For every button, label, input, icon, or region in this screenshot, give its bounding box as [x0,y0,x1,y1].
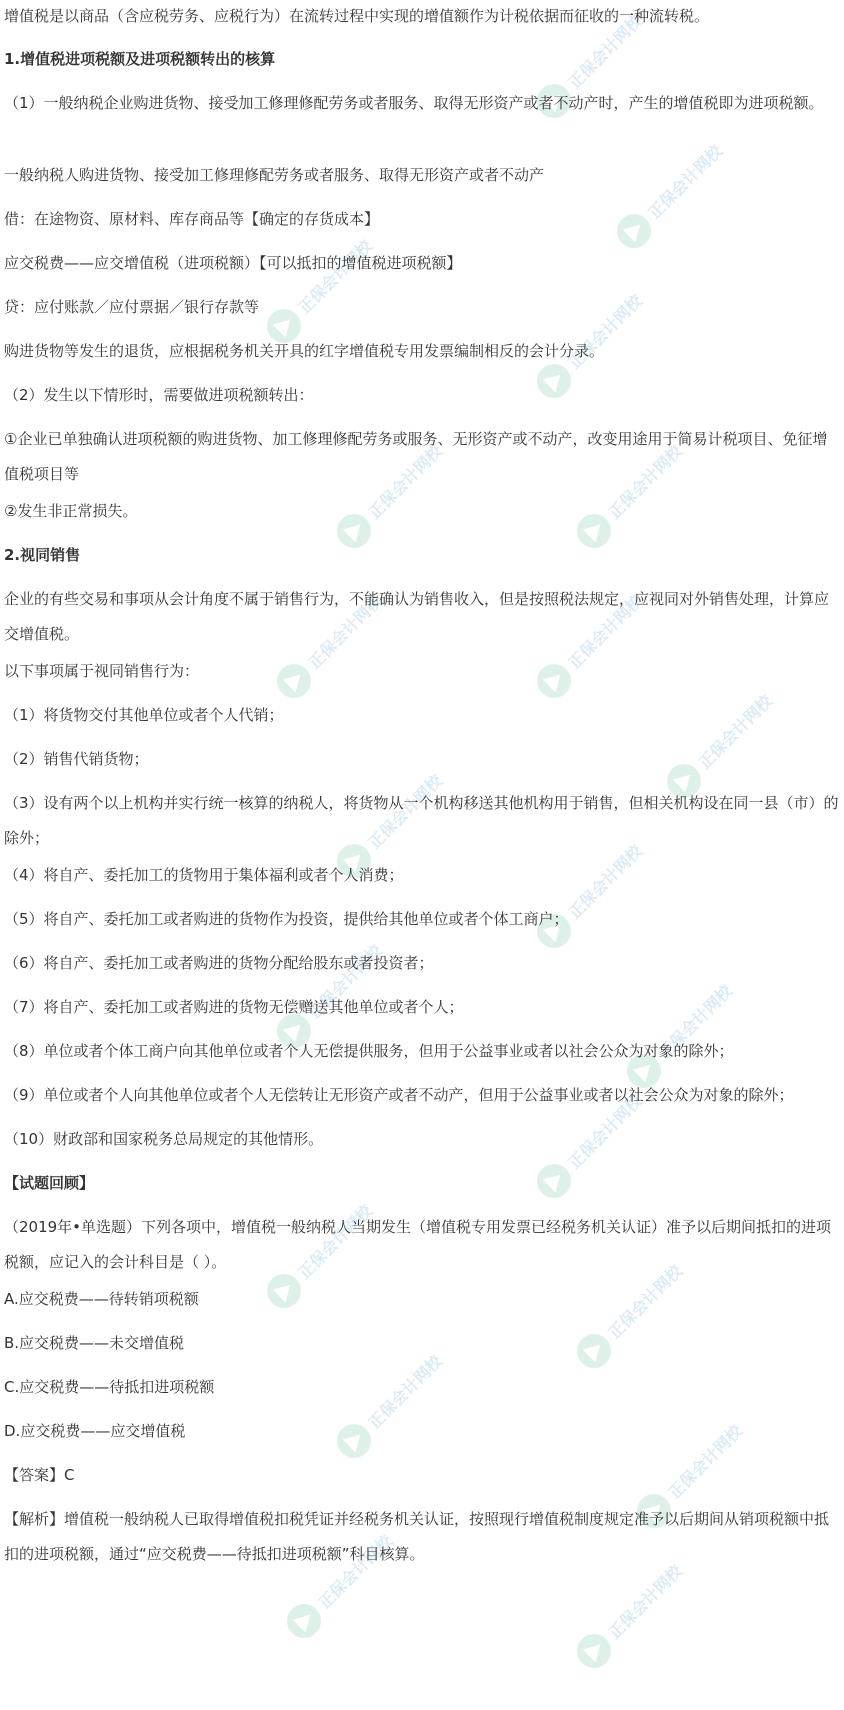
journal-entry-debit-tax: 应交税费——应交增值税（进项税额）【可以抵扣的增值税进项税额】 [4,254,462,272]
paragraph: ①企业已单独确认进项税额的购进货物、加工修理修配劳务或服务、无形资产或不动产，改变用途用于简易计税项目、免征增值税项目等 [4,430,828,483]
answer-option-c: C.应交税费——待抵扣进项税额 [4,1378,215,1396]
exam-review-heading: 【试题回顾】 [4,1174,95,1192]
watermark-text: 正保会计网校 [564,290,646,373]
list-item: （3）设有两个以上机构并实行统一核算的纳税人，将货物从一个机构移送其他机构用于销售，但相关机构设在同一县（市）的除外； [4,794,839,847]
watermark-text: 正保会计网校 [664,1420,746,1503]
watermark-text: 正保会计网校 [294,235,376,318]
paragraph: （1）一般纳税企业购进货物、接受加工修理修配劳务或者服务、取得无形资产或者不动产时，产生的增值税即为进项税额。 [4,94,824,112]
watermark-text: 正保会计网校 [564,590,646,673]
list-item: （10）财政部和国家税务总局规定的其他情形。 [4,1130,324,1148]
watermark-logo-icon [570,1627,618,1675]
paragraph: 企业的有些交易和事项从会计角度不属于销售行为，不能确认为销售收入，但是按照税法规定，应视同对外销售处理，计算应交增值税。 [4,590,830,643]
watermark-text: 正保会计网校 [644,140,726,223]
list-item: （6）将自产、委托加工或者购进的货物分配给股东或者投资者； [4,954,434,972]
answer-option-b: B.应交税费——未交增值税 [4,1334,185,1352]
watermark [258,218,392,352]
paragraph: 一般纳税人购进货物、接受加工修理修配劳务或者服务、取得无形资产或者不动产 [4,166,545,184]
watermark-text: 正保会计网校 [604,440,686,523]
paragraph: 以下事项属于视同销售行为： [4,662,200,680]
answer-option-d: D.应交税费——应交增值税 [4,1422,186,1440]
watermark-text: 正保会计网校 [604,1560,686,1643]
paragraph: ②发生非正常损失。 [4,502,138,520]
watermark-text: 正保会计网校 [564,1090,646,1173]
watermark-text: 正保会计网校 [604,1260,686,1343]
watermark-text: 正保会计网校 [564,840,646,923]
list-item: （1）将货物交付其他单位或者个人代销； [4,706,284,724]
watermark-text: 正保会计网校 [364,770,446,853]
watermark-text: 正保会计网校 [364,1350,446,1433]
list-item: （2）销售代销货物； [4,750,149,768]
answer-label: 【答案】C [4,1466,75,1484]
watermark-text: 正保会计网校 [364,440,446,523]
section-heading-input-tax: 1.增值税进项税额及进项税额转出的核算 [4,50,276,68]
question-stem: （2019年•单选题）下列各项中，增值税一般纳税人当期发生（增值税专用发票已经税务机关认证）准予以后期间抵扣的进项税额，应记入的会计科目是（ ）。 [4,1218,832,1271]
watermark-text: 正保会计网校 [564,10,646,93]
journal-entry-credit: 贷：应付账款／应付票据／银行存款等 [4,298,260,316]
list-item: （8）单位或者个体工商户向其他单位或者个人无偿提供服务，但用于公益事业或者以社会公众为对象的除外； [4,1042,734,1060]
explanation: 【解析】增值税一般纳税人已取得增值税扣税凭证并经税务机关认证，按照现行增值税制度规定准予以后期间从销项税额中抵扣的进项税额，通过“应交税费——待抵扣进项税额”科目核算。 [4,1510,830,1563]
paragraph: （2）发生以下情形时，需要做进项税额转出： [4,386,314,404]
watermark-text: 正保会计网校 [654,980,736,1063]
journal-entry-debit: 借：在途物资、原材料、库存商品等【确定的存货成本】 [4,210,380,228]
list-item: （9）单位或者个人向其他单位或者个人无偿转让无形资产或者不动产，但用于公益事业或者以社会公众为对象的除外； [4,1086,794,1104]
watermark-logo-icon [280,1597,328,1645]
paragraph: 购进货物等发生的退货，应根据税务机关开具的红字增值税专用发票编制相反的会计分录。 [4,342,605,360]
list-item: （4）将自产、委托加工的货物用于集体福利或者个人消费； [4,866,404,884]
watermark-text: 正保会计网校 [304,590,386,673]
watermark-text: 正保会计网校 [294,1200,376,1283]
list-item: （7）将自产、委托加工或者购进的货物无偿赠送其他单位或者个人； [4,998,464,1016]
section-heading-deemed-sales: 2.视同销售 [4,546,81,564]
list-item: （5）将自产、委托加工或者购进的货物作为投资，提供给其他单位或者个体工商户； [4,910,569,928]
watermark-text: 正保会计网校 [314,1530,396,1613]
answer-option-a: A.应交税费——待转销项税额 [4,1290,199,1308]
watermark-text: 正保会计网校 [694,690,776,773]
watermark-text: 正保会计网校 [304,940,386,1023]
intro-paragraph: 增值税是以商品（含应税劳务、应税行为）在流转过程中实现的增值额作为计税依据而征收的一种流转税。 [4,7,710,25]
